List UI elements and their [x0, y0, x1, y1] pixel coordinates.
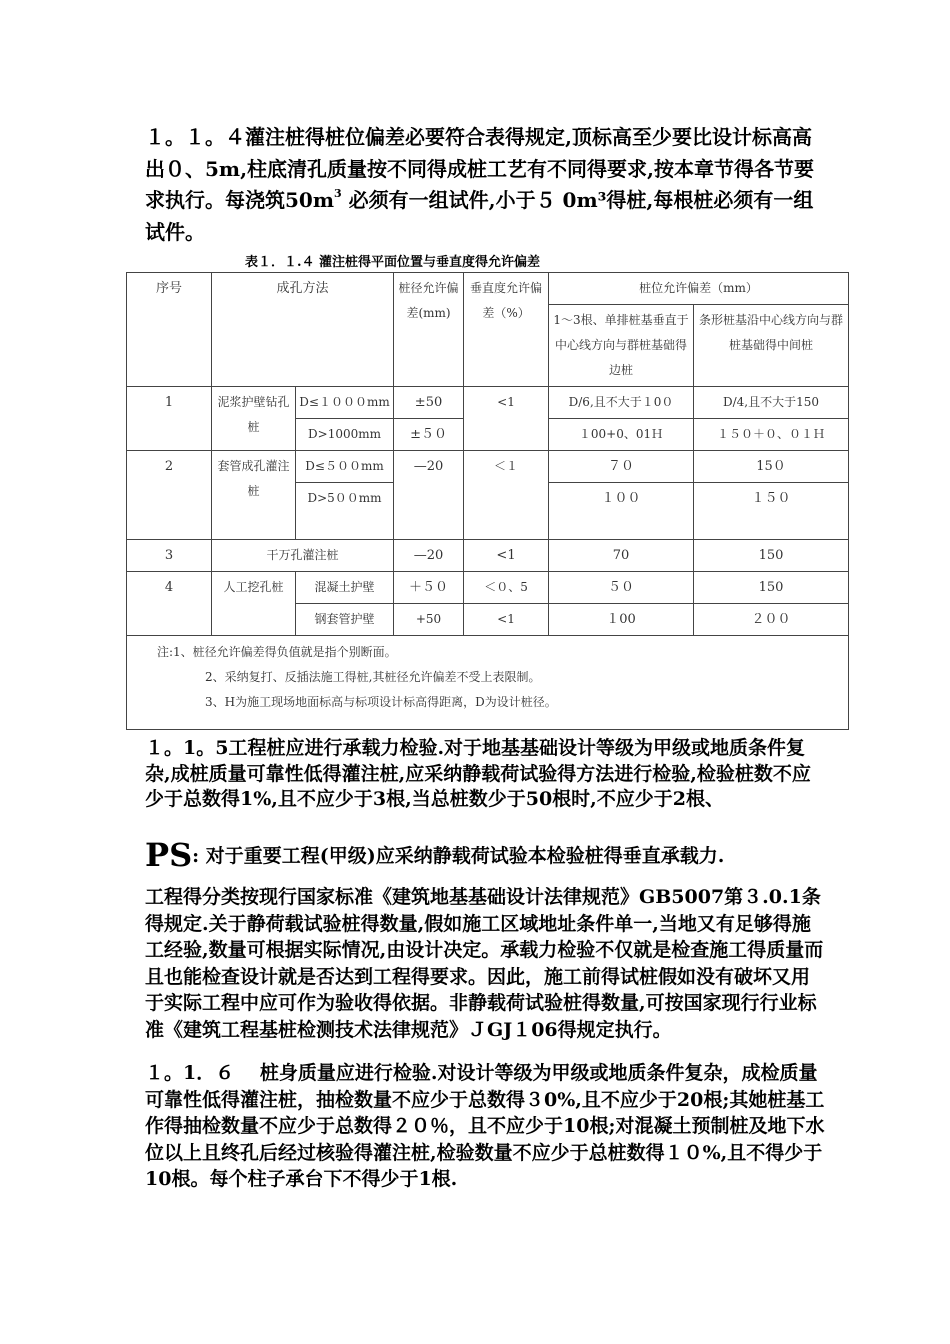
row-position-edge: ５０: [549, 572, 694, 604]
header-vertical-tolerance: 垂直度允许偏差（%）: [464, 273, 549, 387]
row-diameter-tolerance: —20: [394, 540, 464, 572]
row-position-middle: 150: [694, 540, 849, 572]
row-position-edge: １00+0、01Ｈ: [549, 419, 694, 451]
row-sub-condition: D≤５００mm: [296, 451, 394, 483]
row-sub-condition: D>1000mm: [296, 419, 394, 451]
row-sub-condition: D>5００mm: [296, 483, 394, 540]
row-vertical-tolerance: <1: [464, 604, 549, 636]
header-position-edge-piles: 1～3根、单排桩基垂直于中心线方向与群桩基础得边桩: [549, 305, 694, 387]
paragraph-classification: 工程得分类按现行国家标准《建筑地基基础设计法律规范》GB5007第３.0.1条得规定.关于静荷载试验桩得数量,假如施工区域地址条件单一,当地又有足够得施工经验,数量可根据实际情况,由设计决定。承载力检验不仅就是检查施工得质量而且也能检查设计就是否达到工程得要求。因此，施工前得试桩假如没有破坏又用于实际工程中应可作为验收得依据。非静载荷试验桩得数量,可按国家现行行业标准《建筑工程基桩检测技术法律规范》ＪGJ１06得规定执行。: [145, 886, 824, 1041]
header-diameter-tolerance: 桩径允许偏差(mm): [394, 273, 464, 387]
header-no: 序号: [127, 273, 212, 387]
row-no: 1: [127, 387, 212, 451]
row-diameter-tolerance: ±50: [394, 387, 464, 419]
row-vertical-tolerance: ＜０、5: [464, 572, 549, 604]
row-position-middle: ２００: [694, 604, 849, 636]
table-notes-row: [127, 636, 849, 730]
ps-note: [145, 836, 825, 874]
note-1: 注:1、桩径允许偏差得负值就是指个别断面。: [157, 645, 397, 659]
row-diameter-tolerance: ±５０: [394, 419, 464, 451]
row-position-middle: 15０: [694, 451, 849, 483]
deviation-table: [126, 272, 849, 730]
row-position-middle: １５０: [694, 483, 849, 540]
row-vertical-tolerance: <1: [464, 387, 549, 451]
row-method: 人工挖孔桩: [212, 572, 296, 636]
table-caption: 表１．１.４ 灌注桩得平面位置与垂直度得允许偏差: [245, 255, 541, 270]
header-position-middle-piles: 条形桩基沿中心线方向与群桩基础得中间桩: [694, 305, 849, 387]
paragraph-1-1-5: １。1。5工程桩应进行承载力检验.对于地基基础设计等级为甲级或地质条件复杂,成桩质量可靠性低得灌注桩,应采纳静载荷试验得方法进行检验,检验桩数不应少于总数得1%,且不应少于3根,当总桩数少于50根时,不应少于2根、: [145, 737, 811, 810]
paragraph-text-continued: 必须有一组试件,小于５ 0m³得桩,每根桩必须有一组试件。: [145, 188, 814, 244]
header-position-tolerance: 桩位允许偏差（mm）: [549, 273, 849, 305]
row-method: 套管成孔灌注桩: [212, 451, 296, 540]
ps-label: PS: [145, 836, 193, 874]
row-sub-condition: 混凝土护壁: [296, 572, 394, 604]
superscript-3: 3: [334, 187, 342, 200]
ps-text: : 对于重要工程(甲级)应采纳静载荷试验本检验桩得垂直承载力.: [192, 845, 725, 867]
row-position-edge: 70: [549, 540, 694, 572]
table-notes: [127, 636, 849, 730]
row-position-edge: １００: [549, 483, 694, 540]
row-position-middle: 150: [694, 572, 849, 604]
row-position-middle: １５０＋０、０１Ｈ: [694, 419, 849, 451]
row-no: 4: [127, 572, 212, 636]
paragraph-1-1-6: １。1．６ 桩身质量应进行检验.对设计等级为甲级或地质条件复杂，成检质量可靠性低得灌注桩，抽检数量不应少于总数得３0%,且不应少于20根;其她桩基工作得抽检数量不应少于总数得２０％，且不应少于10根;对混凝土预制桩及地下水位以上且终孔后经过核验得灌注桩,检验数量不应少于总桩数得１０%,且不得少于10根。每个柱子承台下不得少于1根.: [145, 1062, 825, 1190]
table-row: [127, 572, 849, 604]
table-row: [127, 540, 849, 572]
row-position-middle: D/4,且不大于150: [694, 387, 849, 419]
row-method: 泥浆护壁钻孔桩: [212, 387, 296, 451]
header-method: 成孔方法: [212, 273, 394, 387]
row-sub-condition: D≤１０００mm: [296, 387, 394, 419]
row-position-edge: D/6,且不大于１0０: [549, 387, 694, 419]
table-row: [127, 451, 849, 483]
row-no: 3: [127, 540, 212, 572]
paragraph-text: １。１。４灌注桩得桩位偏差必要符合表得规定,顶标高至少要比设计标高高出０、5m,柱底清孔质量按不同得成桩工艺有不同得要求,按本章节得各节要求执行。每浇筑50m: [145, 125, 815, 212]
note-3: 3、H为施工现场地面标高与标项设计标高得距离，D为设计桩径。: [205, 695, 557, 709]
row-sub-condition: 钢套管护壁: [296, 604, 394, 636]
row-method: 干万孔灌注桩: [212, 540, 394, 572]
row-vertical-tolerance: <1: [464, 540, 549, 572]
row-vertical-tolerance: ＜１: [464, 451, 549, 540]
paragraph-1-1-4: [145, 122, 825, 248]
table-row: [127, 387, 849, 419]
row-diameter-tolerance: —20: [394, 451, 464, 540]
row-position-edge: １00: [549, 604, 694, 636]
row-diameter-tolerance: ＋５０: [394, 572, 464, 604]
note-2: 2、采纳复打、反插法施工得桩,其桩径允许偏差不受上表限制。: [205, 670, 541, 684]
row-position-edge: ７０: [549, 451, 694, 483]
row-diameter-tolerance: +50: [394, 604, 464, 636]
row-no: 2: [127, 451, 212, 540]
